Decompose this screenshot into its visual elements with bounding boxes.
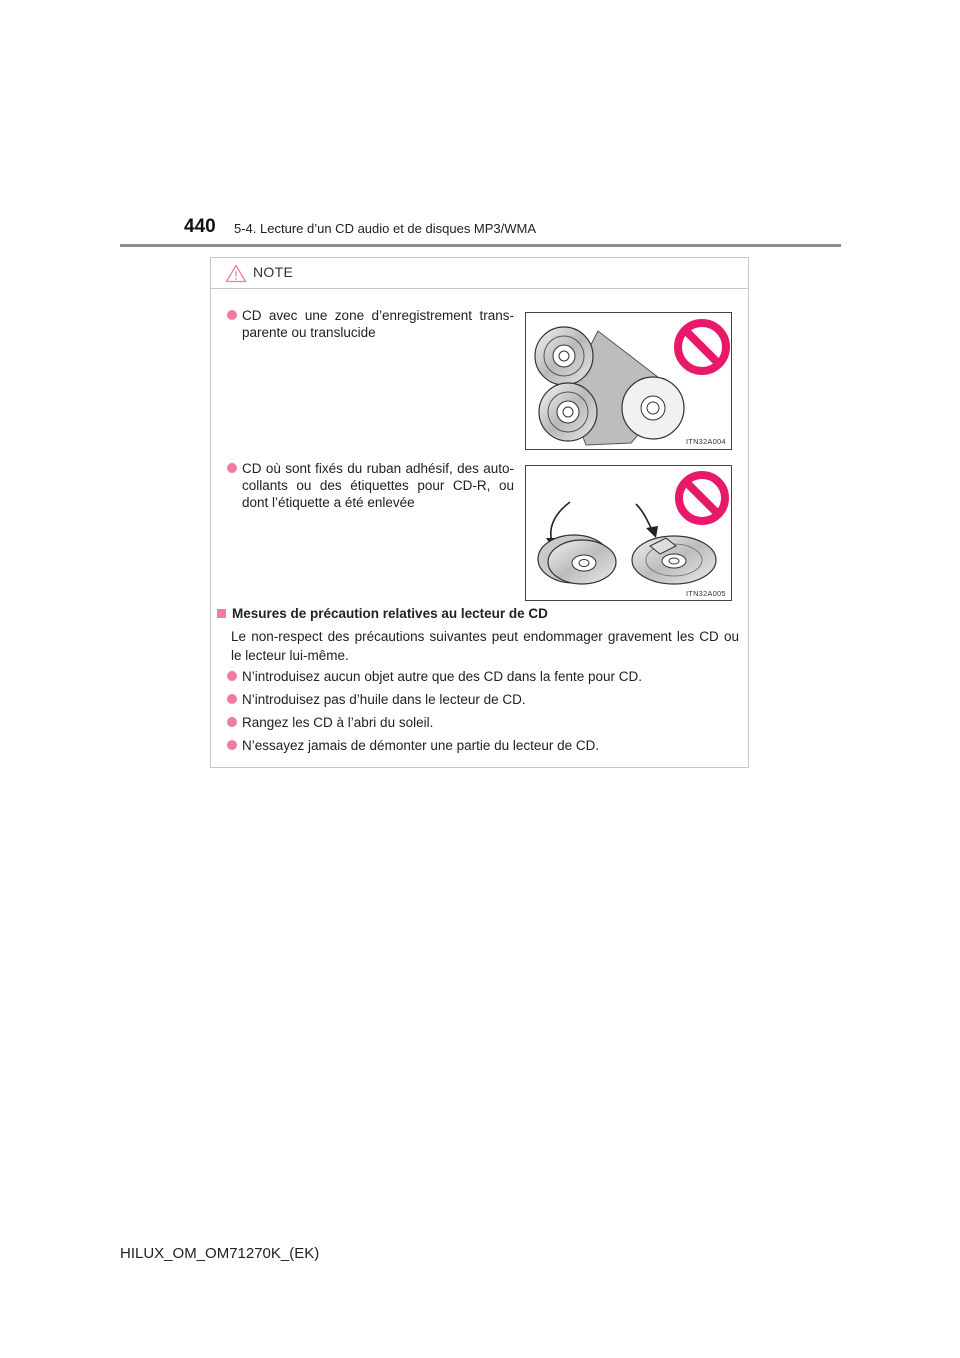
cd-illustration: [526, 466, 731, 600]
figure-labeled-cd: [525, 465, 732, 601]
precaution-item: [242, 668, 737, 685]
precaution-item: [242, 691, 737, 708]
figure-transparent-cd: [525, 312, 732, 450]
bullet-icon: [227, 740, 237, 750]
bullet-icon: [227, 671, 237, 681]
bullet-icon: [227, 310, 237, 320]
document-code: HILUX_OM_OM71270K_(EK): [120, 1245, 320, 1262]
note-item-labeled-cd: [242, 460, 514, 511]
note-item-transparent-cd: [242, 307, 514, 341]
warning-triangle-icon: [225, 264, 247, 288]
precautions-intro: Le non-respect des précautions suivantes peut endommager gravement les CD ou le lecteur lui-même.: [231, 629, 739, 663]
figure-code: ITN32A005: [686, 589, 726, 598]
note-label: NOTE: [253, 264, 294, 280]
figure-code: ITN32A004: [686, 437, 726, 446]
bullet-icon: [227, 717, 237, 727]
bullet-icon: [227, 694, 237, 704]
note-item-text: CD où sont fixés du ruban adhésif, des auto-collants ou des étiquettes pour CD-R, ou dont l’étiquette a été enlevée: [242, 461, 514, 510]
bullet-icon: [227, 463, 237, 473]
cd-illustration: [526, 313, 731, 449]
prohibition-icon: [678, 323, 726, 371]
precaution-text: N’introduisez pas d’huile dans le lecteur de CD.: [242, 692, 526, 707]
note-item-text: CD avec une zone d’enregistrement trans-parente ou translucide: [242, 308, 514, 340]
section-square-icon: [217, 609, 226, 618]
header-divider: [120, 244, 841, 247]
precaution-text: N’essayez jamais de démonter une partie du lecteur de CD.: [242, 738, 600, 753]
prohibition-icon: [679, 475, 725, 521]
page-number: 440: [184, 216, 216, 237]
section-title: 5-4. Lecture d’un CD audio et de disques MP3/WMA: [234, 221, 537, 236]
precaution-text: N’introduisez aucun objet autre que des CD dans la fente pour CD.: [242, 669, 642, 684]
precaution-text: Rangez les CD à l’abri du soleil.: [242, 715, 434, 730]
precaution-item: [242, 714, 737, 731]
precaution-item: [242, 737, 737, 754]
precautions-heading: Mesures de précaution relatives au lecteur de CD: [232, 606, 548, 621]
note-header: [211, 258, 748, 289]
